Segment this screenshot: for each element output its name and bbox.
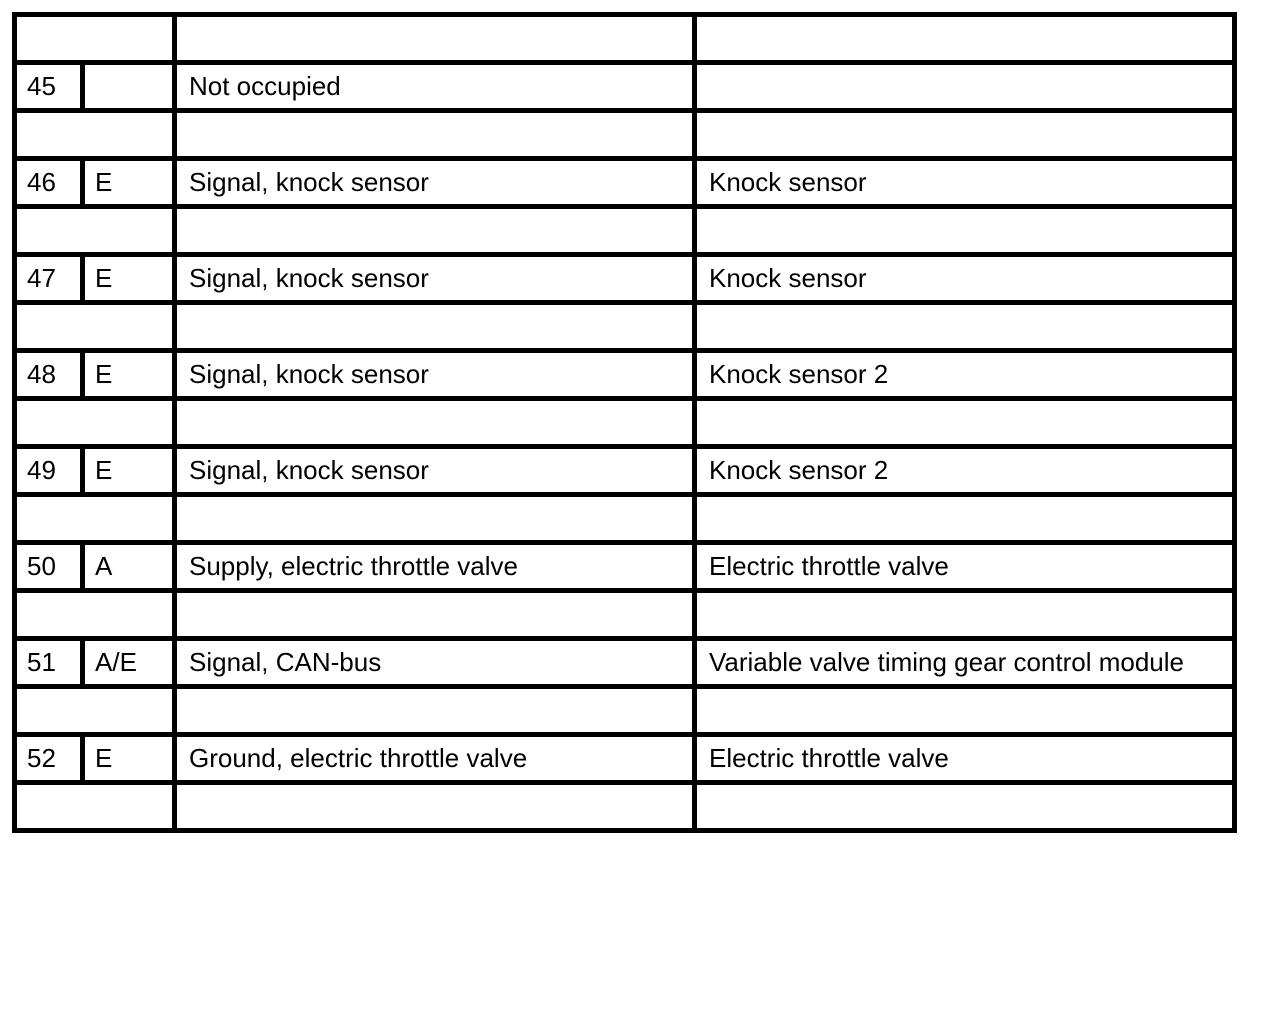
spacer-cell <box>15 15 175 63</box>
spacer-row <box>15 303 1235 351</box>
component-cell: Electric throttle valve <box>695 543 1235 591</box>
type-cell: E <box>83 735 175 783</box>
description-cell: Not occupied <box>175 63 695 111</box>
spacer-cell <box>695 495 1235 543</box>
spacer-cell <box>695 303 1235 351</box>
description-cell: Ground, electric throttle valve <box>175 735 695 783</box>
spacer-row <box>15 207 1235 255</box>
spacer-cell <box>175 399 695 447</box>
component-cell: Electric throttle valve <box>695 735 1235 783</box>
spacer-cell <box>695 111 1235 159</box>
spacer-cell <box>695 15 1235 63</box>
pin-cell: 52 <box>15 735 83 783</box>
pin-cell: 45 <box>15 63 83 111</box>
description-cell: Signal, knock sensor <box>175 351 695 399</box>
type-cell: E <box>83 351 175 399</box>
type-cell: E <box>83 255 175 303</box>
component-cell: Knock sensor 2 <box>695 351 1235 399</box>
spacer-cell <box>695 591 1235 639</box>
component-cell <box>695 63 1235 111</box>
spacer-row <box>15 399 1235 447</box>
type-cell: E <box>83 447 175 495</box>
table-row <box>15 351 1235 399</box>
type-cell: E <box>83 159 175 207</box>
type-cell: A/E <box>83 639 175 687</box>
description-cell: Signal, knock sensor <box>175 255 695 303</box>
spacer-cell <box>175 15 695 63</box>
pin-cell: 47 <box>15 255 83 303</box>
pin-cell: 50 <box>15 543 83 591</box>
description-cell: Supply, electric throttle valve <box>175 543 695 591</box>
type-cell: A <box>83 543 175 591</box>
spacer-row <box>15 687 1235 735</box>
pin-cell: 46 <box>15 159 83 207</box>
component-cell: Knock sensor 2 <box>695 447 1235 495</box>
description-cell: Signal, CAN-bus <box>175 639 695 687</box>
spacer-cell <box>175 207 695 255</box>
spacer-row <box>15 783 1235 831</box>
spacer-cell <box>15 207 175 255</box>
description-cell: Signal, knock sensor <box>175 159 695 207</box>
spacer-cell <box>15 591 175 639</box>
table-row <box>15 255 1235 303</box>
spacer-row <box>15 111 1235 159</box>
spacer-cell <box>175 495 695 543</box>
table-row <box>15 543 1235 591</box>
table-row <box>15 159 1235 207</box>
spacer-cell <box>15 399 175 447</box>
pin-cell: 49 <box>15 447 83 495</box>
pin-assignment-table <box>12 12 1237 833</box>
table-body <box>15 15 1235 831</box>
spacer-cell <box>175 111 695 159</box>
table-row <box>15 735 1235 783</box>
spacer-cell <box>695 207 1235 255</box>
spacer-cell <box>15 783 175 831</box>
component-cell: Knock sensor <box>695 159 1235 207</box>
spacer-cell <box>175 783 695 831</box>
component-cell: Knock sensor <box>695 255 1235 303</box>
pin-cell: 48 <box>15 351 83 399</box>
pin-cell: 51 <box>15 639 83 687</box>
description-cell: Signal, knock sensor <box>175 447 695 495</box>
type-cell <box>83 63 175 111</box>
spacer-cell <box>15 687 175 735</box>
spacer-row <box>15 591 1235 639</box>
component-cell: Variable valve timing gear control module <box>695 639 1235 687</box>
spacer-cell <box>15 111 175 159</box>
spacer-cell <box>695 687 1235 735</box>
table-row <box>15 447 1235 495</box>
spacer-cell <box>175 591 695 639</box>
table-row <box>15 639 1235 687</box>
spacer-cell <box>695 399 1235 447</box>
table-row <box>15 63 1235 111</box>
spacer-cell <box>15 495 175 543</box>
spacer-cell <box>175 687 695 735</box>
spacer-row <box>15 495 1235 543</box>
spacer-cell <box>175 303 695 351</box>
spacer-cell <box>695 783 1235 831</box>
spacer-cell <box>15 303 175 351</box>
spacer-row <box>15 15 1235 63</box>
